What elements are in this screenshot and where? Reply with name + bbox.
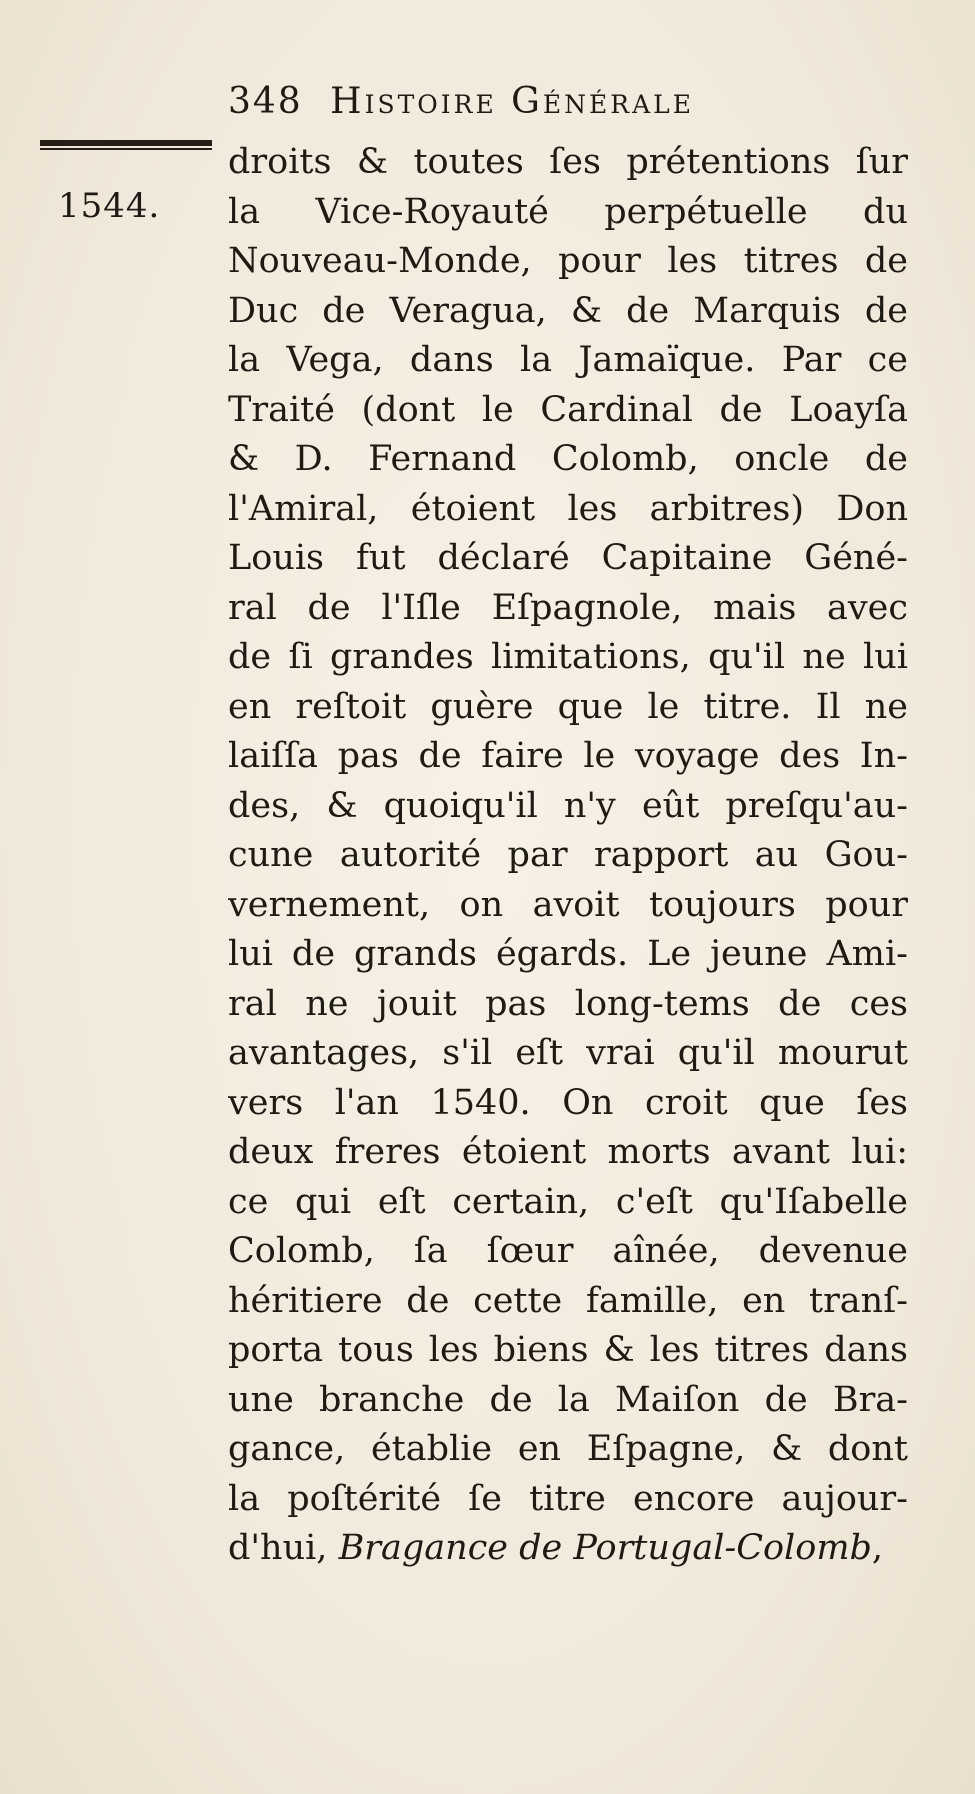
last-line-prefix: d'hui, — [228, 1528, 339, 1568]
margin-ornament-rule — [40, 140, 212, 150]
running-title: Histoire Générale — [330, 81, 694, 122]
text-line: de ſi grandes limitations, qu'il ne lui — [228, 637, 908, 677]
text-line: l'Amiral, étoient les arbitres) Don — [228, 488, 908, 529]
text-line: cune autorité par rapport au Gou- — [228, 835, 908, 875]
text-line: porta tous les biens & les titres dans — [228, 1330, 908, 1370]
text-line: avantages, s'il eſt vrai qu'il mourut — [228, 1033, 908, 1073]
text-line: une branche de la Maiſon de Bra- — [228, 1379, 908, 1420]
text-line: la Vega, dans la Jamaïque. Par ce — [228, 340, 908, 380]
text-line: droits & toutes ſes prétentions ſur — [228, 142, 908, 182]
text-line: Nouveau-Monde, pour les titres de — [228, 241, 908, 281]
text-line: deux freres étoient morts avant lui: — [228, 1132, 908, 1172]
running-head — [228, 80, 928, 124]
text-line: Louis fut déclaré Capitaine Géné- — [228, 538, 908, 578]
text-line: ce qui eſt certain, c'eſt qu'Iſabelle — [228, 1181, 908, 1222]
text-line: des, & quoiqu'il n'y eût preſqu'au- — [228, 785, 908, 826]
text-line: gance, établie en Eſpagne, & dont — [228, 1429, 908, 1469]
text-line: Duc de Veragua, & de Marquis de — [228, 290, 908, 331]
text-line: héritiere de cette famille, en tranſ- — [228, 1280, 908, 1321]
text-line: vernement, on avoit toujours pour — [228, 884, 908, 925]
text-line: la Vice-Royauté perpétuelle du — [228, 191, 908, 232]
text-line-last — [228, 1524, 908, 1574]
text-line: la poſtérité ſe titre encore aujour- — [228, 1478, 908, 1519]
body-text — [228, 138, 908, 1574]
rule-thick — [40, 140, 212, 146]
text-line: ral ne jouit pas long-tems de ces — [228, 983, 908, 1024]
text-line: lui de grands égards. Le jeune Ami- — [228, 934, 908, 974]
text-line: vers l'an 1540. On croit que ſes — [228, 1082, 908, 1123]
text-line: ral de l'Iſle Eſpagnole, mais avec — [228, 587, 908, 628]
rule-thin — [40, 148, 212, 150]
text-line: Colomb, ſa ſœur aînée, devenue — [228, 1231, 908, 1271]
text-line: laiſſa pas de faire le voyage des In- — [228, 736, 908, 776]
text-line: en reſtoit guère que le titre. Il ne — [228, 686, 908, 727]
text-line: & D. Fernand Colomb, oncle de — [228, 439, 908, 479]
margin-year-note: 1544. — [58, 186, 161, 226]
italic-name: Bragance de Portugal-Colomb — [338, 1528, 872, 1568]
page-number: 348 — [228, 81, 303, 122]
text-line: Traité (dont le Cardinal de Loayſa — [228, 389, 908, 430]
last-line-suffix: , — [871, 1528, 884, 1568]
